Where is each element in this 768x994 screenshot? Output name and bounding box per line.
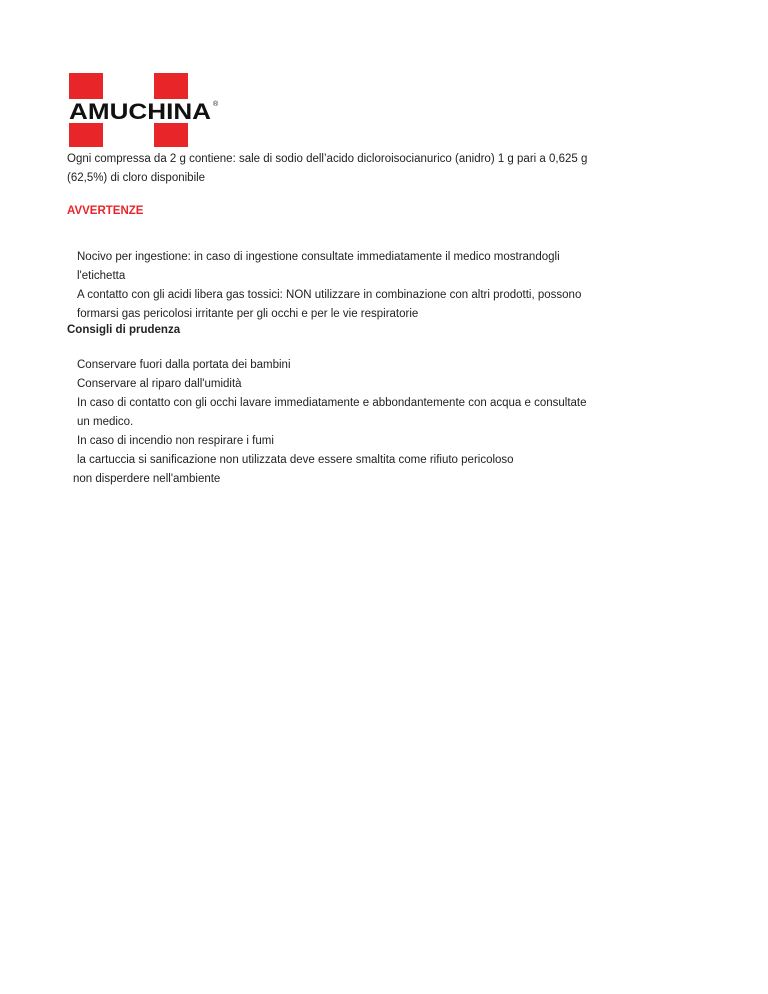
prudence-line: Conservare fuori dalla portata dei bambini [77,359,291,371]
warnings-list [77,248,581,324]
warning-line: A contatto con gli acidi libera gas tossici: NON utilizzare in combinazione con altri prodotti, possono [77,289,582,301]
warning-line: l'etichetta [77,270,126,282]
warning-line: formarsi gas pericolosi irritante per gli occhi e per le vie respiratorie [77,308,419,320]
prudence-line: un medico. [77,416,134,428]
warnings-heading: AVVERTENZE [67,205,144,217]
prudence-heading: Consigli di prudenza [67,324,181,336]
composition-line: (62,5%) di cloro disponibile [67,172,206,184]
warning-line: Nocivo per ingestione: in caso di ingestione consultate immediatamente il medico mostrandogli [77,251,560,263]
logo-wordmark: AMUCHINA [69,99,212,124]
composition-line: Ogni compressa da 2 g contiene: sale di sodio dell’acido dicloroisocianurico (anidro) 1 g pari a 0,625 g [67,153,588,165]
prudence-list [73,356,587,489]
prudence-line: Conservare al riparo dall'umidità [77,378,242,390]
amuchina-logo [67,71,225,147]
prudence-line: In caso di incendio non respirare i fumi [77,435,274,447]
prudence-line: la cartuccia si sanificazione non utilizzata deve essere smaltita come rifiuto pericoloso [77,454,514,466]
composition-text [67,150,587,188]
prudence-line: non disperdere nell'ambiente [73,473,221,485]
logo-trademark: ® [213,101,219,108]
prudence-line: In caso di contatto con gli occhi lavare immediatamente e abbondantemente con acqua e consultate [77,397,587,409]
